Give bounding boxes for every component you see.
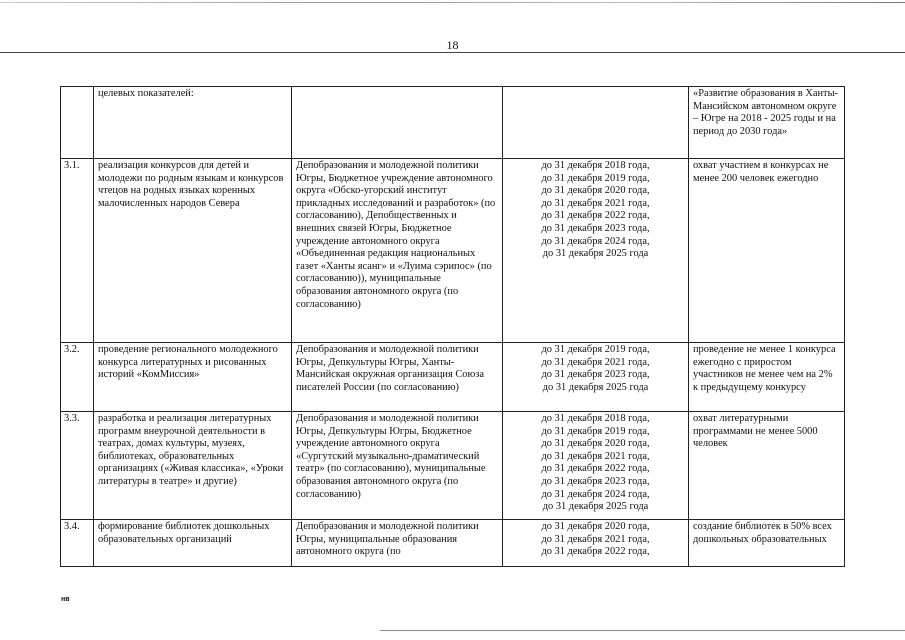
term: до 31 декабря 2020 года, до 31 декабря 2021 года, до 31 декабря 2022 года, [503, 520, 689, 567]
measure-name: формирование библиотек дошкольных образовательных организаций [94, 520, 292, 567]
measure-name: реализация конкурсов для детей и молодежи по родным языкам и конкурсов чтецов на родных языках коренных малочисленных народов Севера [94, 159, 292, 343]
term: до 31 декабря 2018 года, до 31 декабря 2019 года, до 31 декабря 2020 года, до 31 декабря 2021 года, до 31 декабря 2022 года, до 31 декабря 2023 года, до 31 декабря 2024 года, до 31 декабря 2025 года [503, 159, 689, 343]
table-row [61, 343, 845, 412]
result: создание библиотек в 50% всех дошкольных образовательных [689, 520, 845, 567]
footer-mark: нв [61, 596, 70, 603]
table-row [61, 412, 845, 520]
measures-table [60, 86, 845, 567]
row-number: 3.4. [61, 520, 94, 567]
term [503, 87, 689, 159]
executor [292, 87, 503, 159]
result: проведение не менее 1 конкурса ежегодно с приростом участников не менее чем на 2% к предыдущему конкурсу [689, 343, 845, 412]
result: охват литературными программами не менее 5000 человек [689, 412, 845, 520]
row-number: 3.2. [61, 343, 94, 412]
scan-edge-top [0, 2, 905, 3]
executor: Депобразования и молодежной политики Югры, Депкультуры Югры, Ханты-Мансийская окружная организация Союза писателей России (по согласованию) [292, 343, 503, 412]
row-number [61, 87, 94, 159]
page-number: 18 [446, 38, 459, 52]
table-row [61, 159, 845, 343]
table-row [61, 520, 845, 567]
executor: Депобразования и молодежной политики Югры, Бюджетное учреждение автономного округа «Обско-угорский институт прикладных исследований и разработок» (по согласованию), Депобщественных и внешних связей Югры, Бюджетное учреждение автономного округа «Объединенная редакция национальных газет «Ханты ясанг» и «Луима сэрипос» (по согласованию)), муниципальные образования автономного округа (по согласованию) [292, 159, 503, 343]
result: «Развитие образования в Ханты-Мансийском автономном округе – Югре на 2018 - 2025 годы и на период до 2030 года» [689, 87, 845, 159]
scan-edge-bottom [380, 630, 905, 631]
term: до 31 декабря 2019 года, до 31 декабря 2021 года, до 31 декабря 2023 года, до 31 декабря 2025 года [503, 343, 689, 412]
measure-name: проведение регионального молодежного конкурса литературных и рисованных историй «КомМиссия» [94, 343, 292, 412]
table-row [61, 87, 845, 159]
row-number: 3.1. [61, 159, 94, 343]
term: до 31 декабря 2018 года, до 31 декабря 2019 года, до 31 декабря 2020 года, до 31 декабря 2021 года, до 31 декабря 2022 года, до 31 декабря 2023 года, до 31 декабря 2024 года, до 31 декабря 2025 года [503, 412, 689, 520]
executor: Депобразования и молодежной политики Югры, Депкультуры Югры, Бюджетное учреждение автономного округа «Сургутский музыкально-драматический театр» (по согласованию), муниципальные образования автономного округа (по согласованию) [292, 412, 503, 520]
measure-name: разработка и реализация литературных программ внеурочной деятельности в театрах, домах культуры, музеях, библиотеках, образовательных организациях («Живая классика», «Уроки литературы в театре» и другие) [94, 412, 292, 520]
executor: Депобразования и молодежной политики Югры, муниципальные образования автономного округа (по [292, 520, 503, 567]
measure-name: целевых показателей: [94, 87, 292, 159]
row-number: 3.3. [61, 412, 94, 520]
header-rule [0, 52, 905, 53]
result: охват участием в конкурсах не менее 200 человек ежегодно [689, 159, 845, 343]
